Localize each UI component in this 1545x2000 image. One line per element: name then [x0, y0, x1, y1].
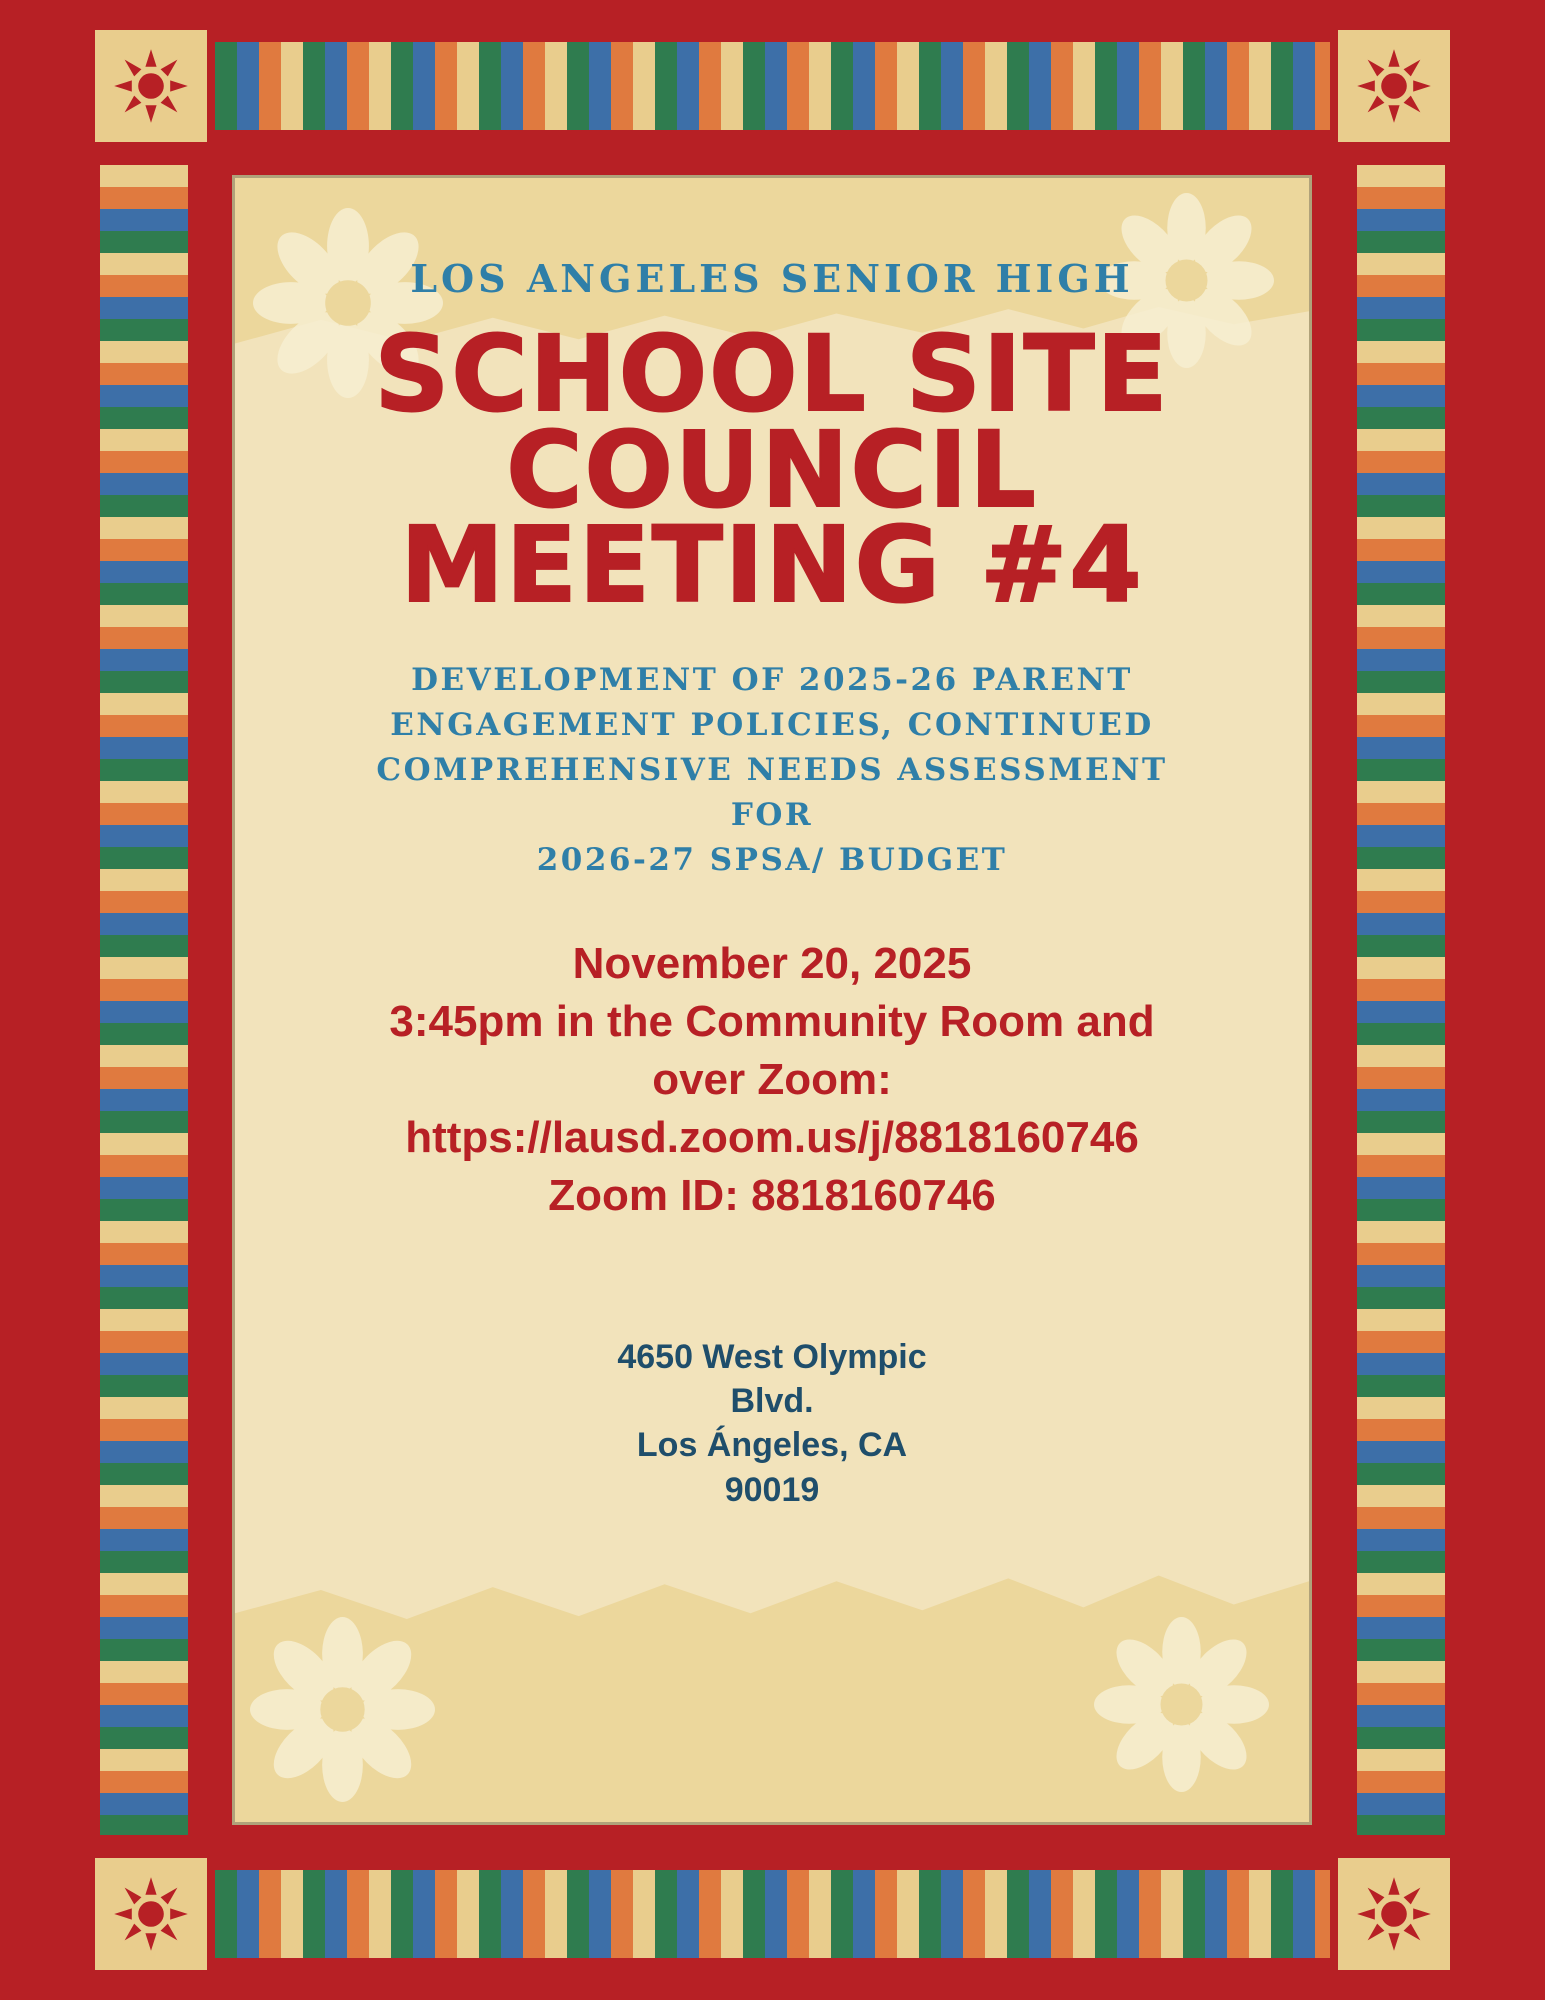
- school-name: LOS ANGELES SENIOR HIGH: [410, 256, 1134, 301]
- sun-icon: [111, 46, 191, 126]
- address-line-1: 4650 West Olympic: [617, 1338, 927, 1377]
- zoom-id: Zoom ID: 8818160746: [548, 1171, 996, 1221]
- corner-tile-bottom-right: [1338, 1858, 1450, 1970]
- flyer-content: [235, 178, 1309, 1512]
- border-band-right: [1357, 165, 1445, 1835]
- page-title: [295, 313, 1249, 627]
- headline-line-2: COUNCIL: [506, 408, 1038, 531]
- address-line-3: Los Ángeles, CA: [636, 1426, 908, 1465]
- zoom-link[interactable]: https://lausd.zoom.us/j/8818160746: [405, 1112, 1139, 1162]
- sun-icon: [1354, 46, 1434, 126]
- border-band-left: [100, 165, 188, 1835]
- meeting-date: November 20, 2025: [572, 938, 972, 988]
- subject-line-4: 2026-27 SPSA/ BUDGET: [536, 841, 1008, 878]
- flower-icon: [1094, 1617, 1269, 1792]
- meeting-details: [322, 935, 1222, 1225]
- subject-line-1: DEVELOPMENT OF 2025-26 PARENT: [411, 662, 1133, 699]
- corner-tile-top-left: [95, 30, 207, 142]
- headline-line-1: SCHOOL SITE: [374, 313, 1170, 435]
- venue-address: [295, 1335, 1249, 1512]
- border-band-bottom: [215, 1870, 1330, 1958]
- meeting-time-location: 3:45pm in the Community Room and: [389, 996, 1155, 1046]
- corner-tile-top-right: [1338, 30, 1450, 142]
- corner-tile-bottom-left: [95, 1858, 207, 1970]
- headline-line-3: MEETING #4: [400, 504, 1144, 627]
- sun-icon: [111, 1874, 191, 1954]
- meeting-over-zoom: over Zoom:: [652, 1054, 892, 1104]
- address-line-2: Blvd.: [730, 1382, 814, 1421]
- flower-icon: [250, 1617, 435, 1802]
- subject-line-3: COMPREHENSIVE NEEDS ASSESSMENT FOR: [376, 751, 1168, 833]
- subject-line-2: ENGAGEMENT POLICIES, CONTINUED: [390, 706, 1154, 743]
- border-band-top: [215, 42, 1330, 130]
- address-line-4: 90019: [724, 1470, 820, 1509]
- sun-icon: [1354, 1874, 1434, 1954]
- meeting-subject: [332, 658, 1212, 883]
- flyer-panel: [232, 175, 1312, 1825]
